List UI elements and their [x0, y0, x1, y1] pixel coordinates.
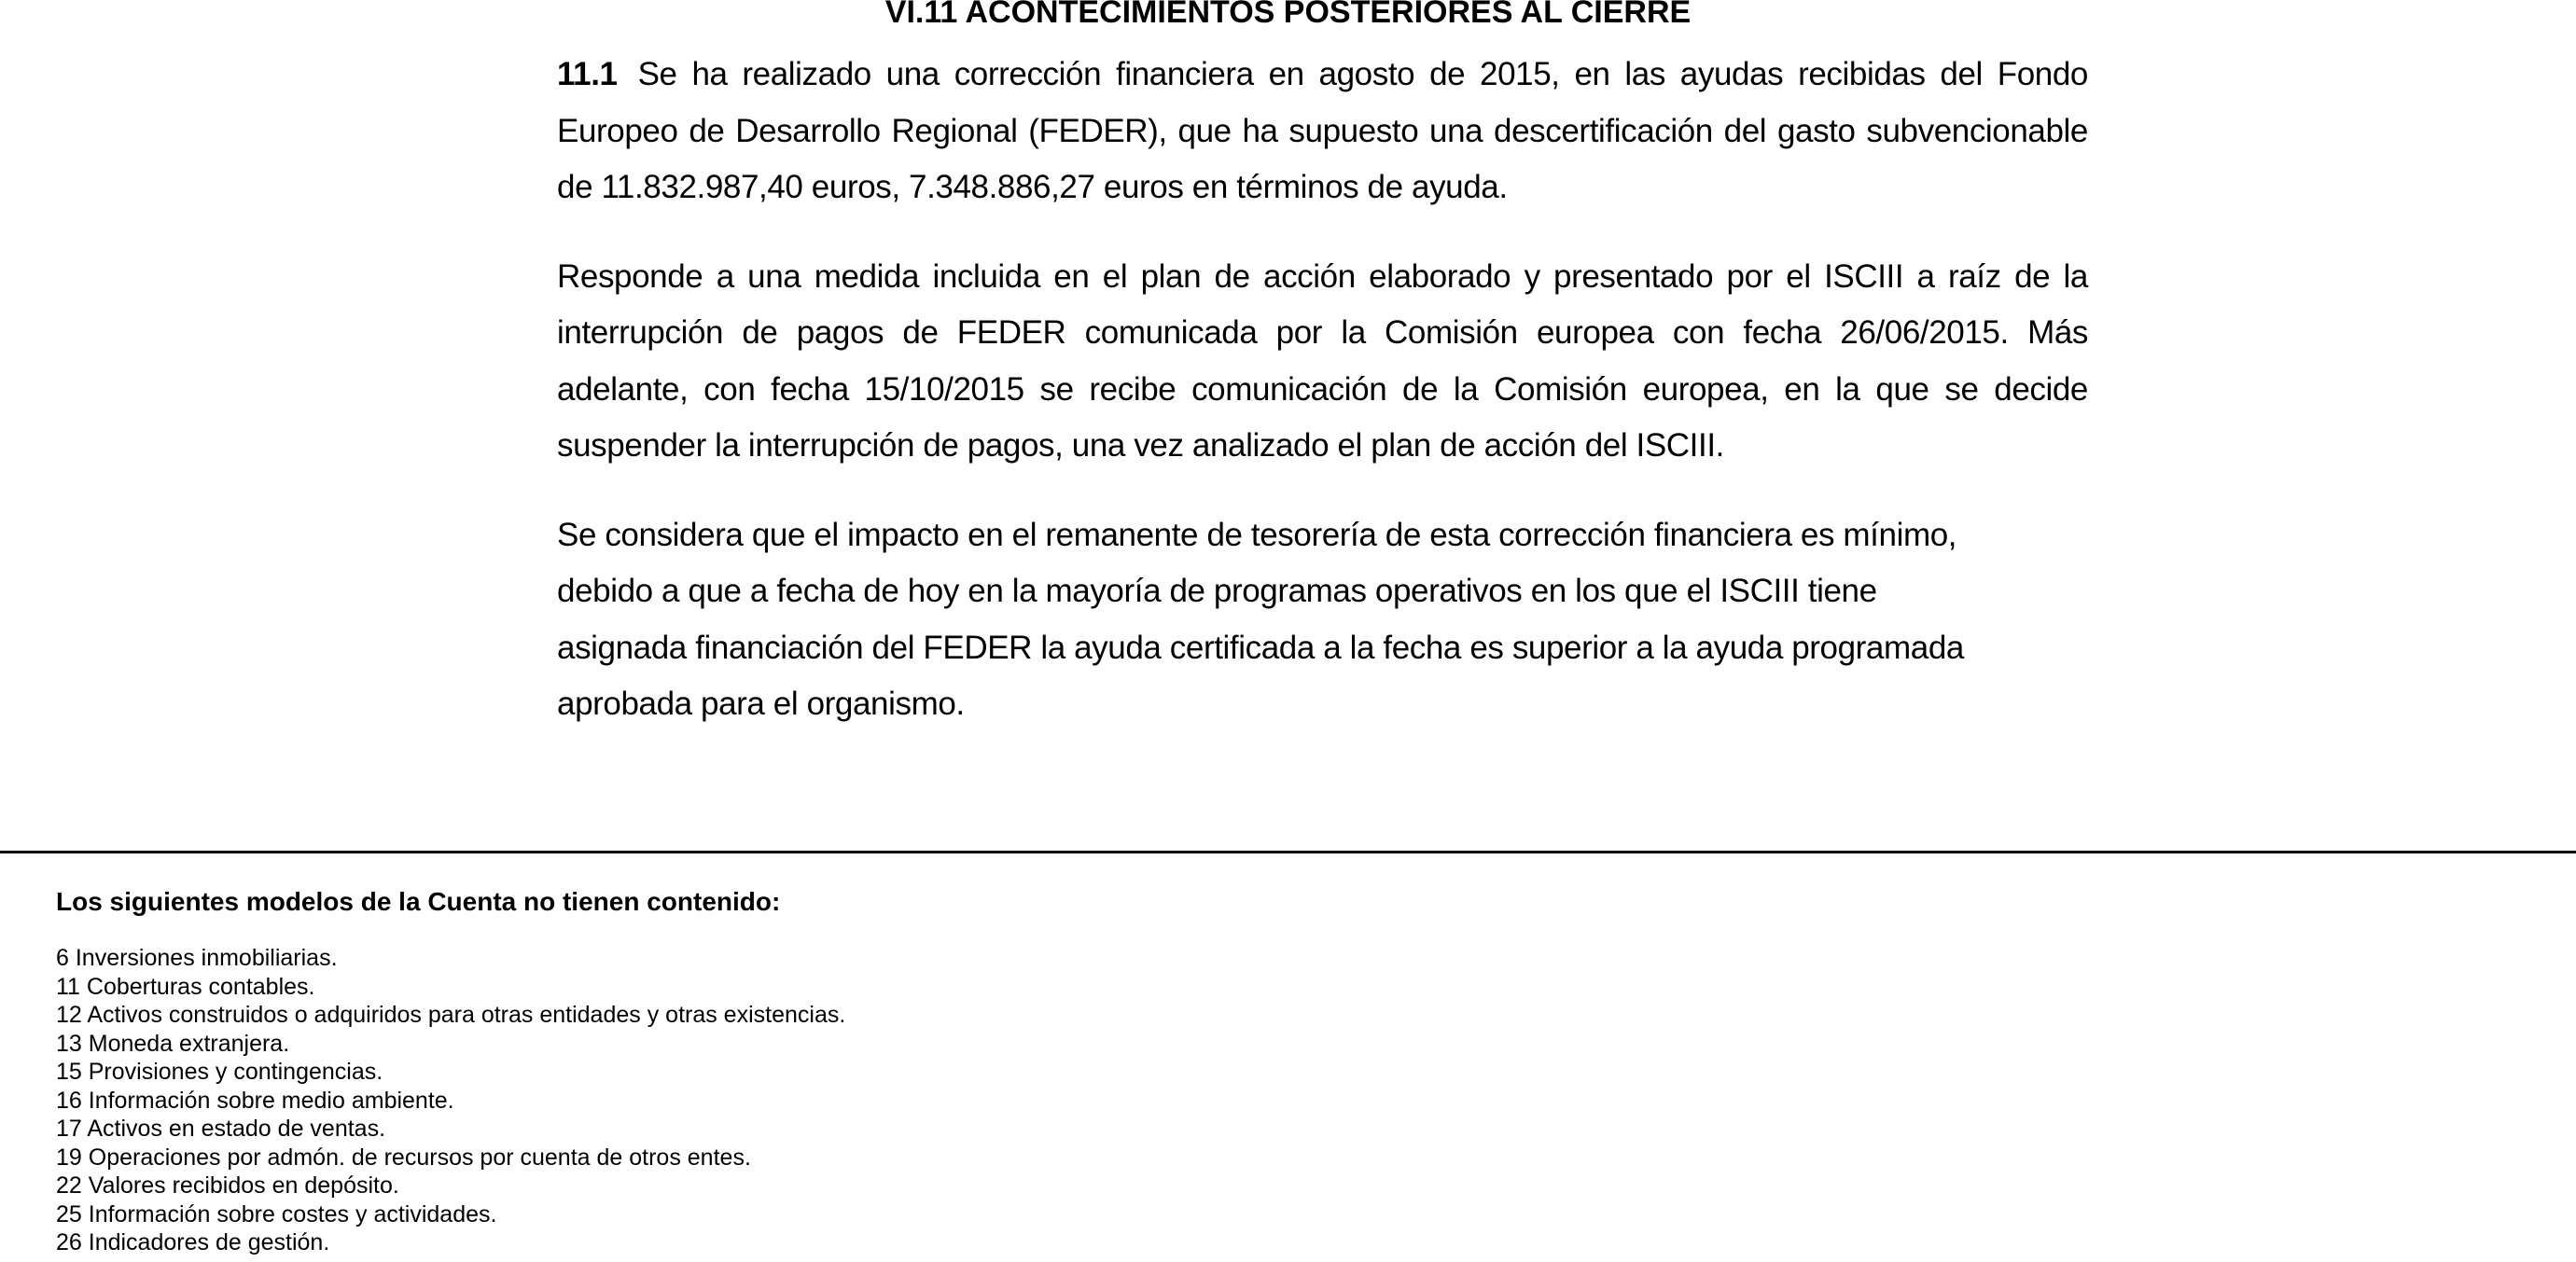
list-item: 25 Información sobre costes y actividades.: [56, 1200, 497, 1227]
list-item: 26 Indicadores de gestión.: [56, 1229, 330, 1255]
list-item: 22 Valores recibidos en depósito.: [56, 1172, 399, 1199]
section-divider: [0, 851, 2576, 853]
models-without-content: [56, 881, 845, 1257]
list-item: 15 Provisiones y contingencias.: [56, 1059, 383, 1085]
list-item: 11 Coberturas contables.: [56, 973, 315, 1000]
list-item: 6 Inversiones inmobiliarias.: [56, 945, 338, 971]
paragraph-1-text: Se ha realizado una corrección financiera en agosto de 2015, en las ayudas recibidas del Fondo Europeo de Desarrollo Regional (FEDER), que ha supuesto una descertificación del gasto subvencionable de 11.832.987,40 euros, 7.348.886,27 euros en términos de ayuda.: [557, 56, 2088, 205]
list-item: 12 Activos construidos o adquiridos para otras entidades y otras existencias.: [56, 1002, 846, 1028]
section-heading: VI.11 ACONTECIMIENTOS POSTERIORES AL CIERRE: [884, 0, 1692, 30]
section-number: 11.1: [557, 56, 618, 92]
paragraph-3: Se considera que el impacto en el remanente de tesorería de esta corrección financiera es mínimo, debido a que a fecha de hoy en la mayoría de programas operativos en los que el ISCIII tiene asignada financiación del FEDER la ayuda certificada a la fecha es superior a la ayuda programada aprobada para el organismo.: [557, 516, 1964, 722]
models-list: [56, 944, 845, 1257]
models-title: Los siguientes modelos de la Cuenta no tienen contenido:: [56, 887, 781, 916]
paragraph-2: Responde a una medida incluida en el plan de acción elaborado y presentado por el ISCIII a raíz de la interrupción de pagos de FEDER comunicada por la Comisión europea con fecha 26/06/2015. Más adelante, con fecha 15/10/2015 se recibe comunicación de la Comisión europea, en la que se decide suspender la interrupción de pagos, una vez analizado el plan de acción del ISCIII.: [557, 257, 2088, 464]
list-item: 13 Moneda extranjera.: [56, 1030, 290, 1057]
list-item: 16 Información sobre medio ambiente.: [56, 1087, 454, 1114]
paragraph-1: [557, 47, 2088, 216]
list-item: 17 Activos en estado de ventas.: [56, 1116, 386, 1142]
list-item: 19 Operaciones por admón. de recursos por cuenta de otros entes.: [56, 1144, 751, 1171]
section-body: [557, 47, 2088, 733]
